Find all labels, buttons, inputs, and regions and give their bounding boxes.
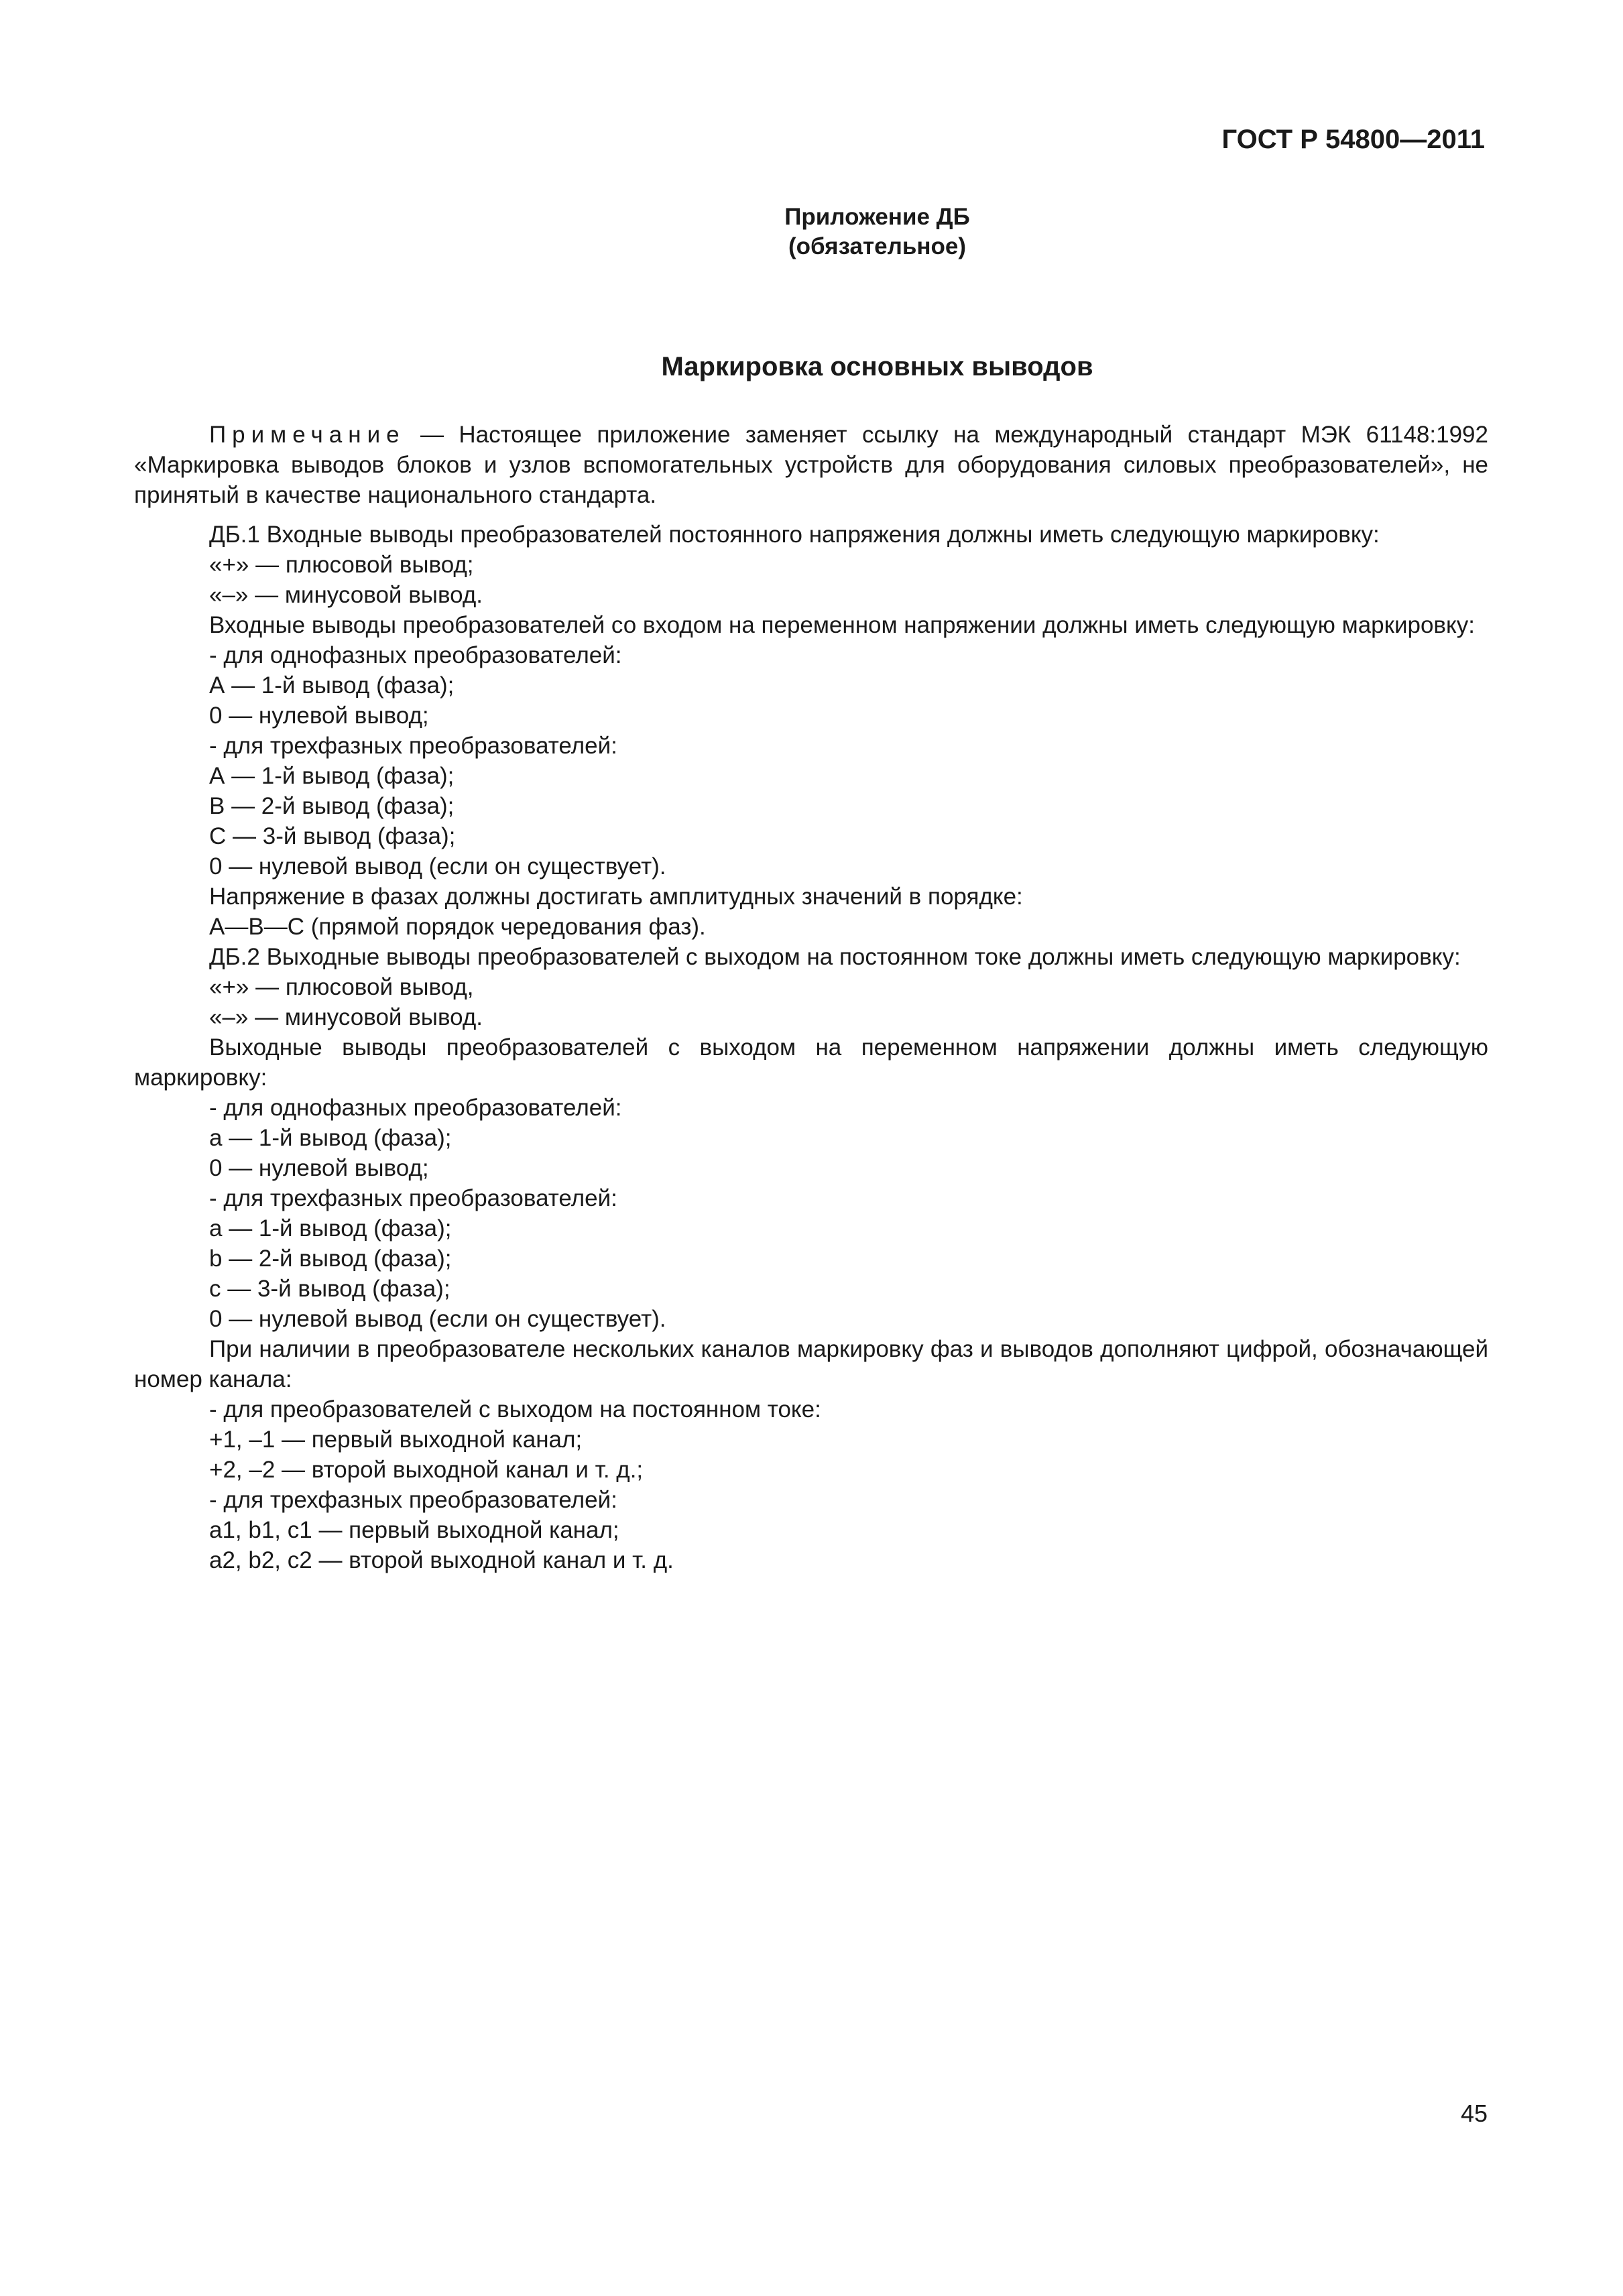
list-item: a1, b1, c1 — первый выходной канал;: [209, 1517, 619, 1543]
list-item: а — 1-й вывод (фаза);: [209, 1215, 452, 1242]
list-item: «–» — минусовой вывод.: [209, 1004, 483, 1030]
note-label: Примечание: [209, 422, 406, 448]
appendix-status: (обязательное): [788, 233, 966, 259]
note-paragraph: [134, 420, 1488, 510]
list-item: 0 — нулевой вывод (если он существует).: [209, 853, 666, 880]
list-item: А — 1-й вывод (фаза);: [209, 672, 455, 699]
list-item: a2, b2, c2 — второй выходной канал и т. д.: [209, 1547, 674, 1573]
section-title-text: Маркировка основных выводов: [661, 352, 1093, 381]
list-item: b — 2-й вывод (фаза);: [209, 1246, 452, 1272]
list-item: а — 1-й вывод (фаза);: [209, 1125, 452, 1151]
paragraph: Входные выводы преобразователей со входом на переменном напряжении должны иметь следующую маркировку:: [209, 612, 1475, 638]
document-code: ГОСТ Р 54800—2011: [1221, 125, 1485, 154]
list-item: - для однофазных преобразователей:: [209, 1095, 622, 1121]
note-text: — Настоящее приложение заменяет ссылку на международный стандарт МЭК 61148:1992 «Маркировка выводов блоков и узлов вспомогательных устройств для оборудования силовых преобразователей», не принятый в качестве национального стандарта.: [134, 422, 1488, 508]
list-item: 0 — нулевой вывод;: [209, 1155, 429, 1181]
paragraph: Напряжение в фазах должны достигать амплитудных значений в порядке:: [209, 884, 1023, 910]
list-item: А—В—С (прямой порядок чередования фаз).: [209, 914, 706, 940]
page-number: 45: [1460, 2100, 1488, 2127]
list-item: 0 — нулевой вывод (если он существует).: [209, 1306, 666, 1332]
list-item: «+» — плюсовой вывод,: [209, 974, 474, 1000]
list-item: с — 3-й вывод (фаза);: [209, 1276, 450, 1302]
document-body: [134, 420, 1488, 1575]
list-item: С — 3-й вывод (фаза);: [209, 823, 456, 849]
list-item: - для однофазных преобразователей:: [209, 642, 622, 668]
section-title: [0, 352, 1623, 382]
list-item: «+» — плюсовой вывод;: [209, 552, 474, 578]
appendix-heading: [0, 202, 1623, 261]
paragraph: При наличии в преобразователе нескольких каналов маркировку фаз и выводов дополняют цифрой, обозначающей номер канала:: [134, 1336, 1488, 1392]
paragraph-db1: ДБ.1 Входные выводы преобразователей постоянного напряжения должны иметь следующую маркировку:: [209, 522, 1380, 548]
list-item: - для трехфазных преобразователей:: [209, 733, 617, 759]
list-item: - для трехфазных преобразователей:: [209, 1185, 617, 1211]
list-item: В — 2-й вывод (фаза);: [209, 793, 455, 819]
paragraph: Выходные выводы преобразователей с выходом на переменном напряжении должны иметь следующую маркировку:: [134, 1034, 1488, 1091]
paragraph-db2: ДБ.2 Выходные выводы преобразователей с выходом на постоянном токе должны иметь следующую маркировку:: [209, 944, 1461, 970]
list-item: +2, –2 — второй выходной канал и т. д.;: [209, 1457, 644, 1483]
list-item: - для трехфазных преобразователей:: [209, 1487, 617, 1513]
list-item: 0 — нулевой вывод;: [209, 703, 429, 729]
list-item: +1, –1 — первый выходной канал;: [209, 1427, 583, 1453]
list-item: - для преобразователей с выходом на постоянном токе:: [209, 1396, 821, 1423]
list-item: А — 1-й вывод (фаза);: [209, 763, 455, 789]
appendix-label: Приложение ДБ: [784, 204, 970, 230]
list-item: «–» — минусовой вывод.: [209, 582, 483, 608]
